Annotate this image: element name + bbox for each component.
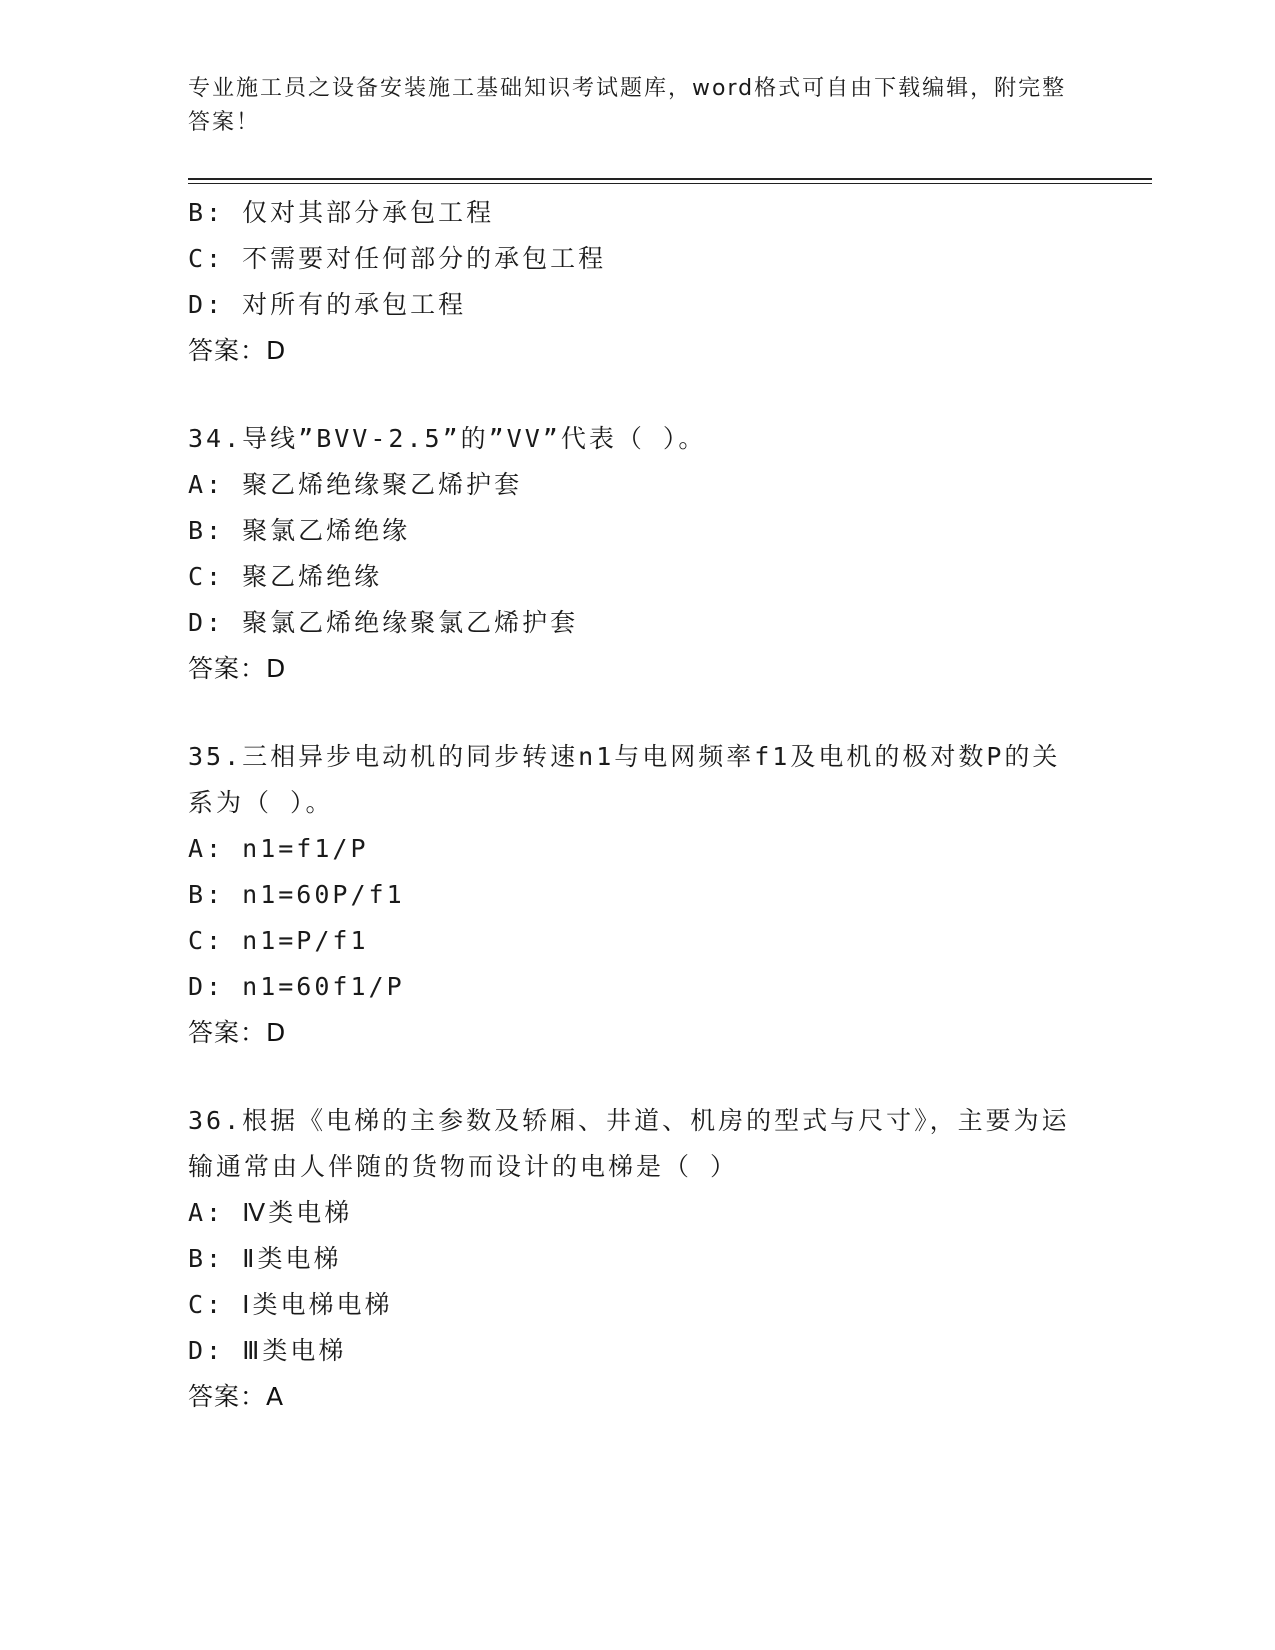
option-d: D: Ⅲ类电梯 — [188, 1336, 347, 1365]
option-c: C: Ⅰ类电梯电梯 — [188, 1290, 393, 1319]
option-a: A: Ⅳ类电梯 — [188, 1198, 353, 1227]
option-d: D: 聚氯乙烯绝缘聚氯乙烯护套 — [188, 608, 579, 637]
option-b: B: n1=60P/f1 — [188, 880, 405, 909]
header-rule-thin — [188, 183, 1152, 184]
question-list — [188, 190, 1088, 1420]
option-d: D: n1=60f1/P — [188, 972, 405, 1001]
question-stem: 35.三相异步电动机的同步转速n1与电网频率f1及电机的极对数P的关系为（ ）。 — [188, 742, 1061, 817]
question-33-tail — [188, 190, 1088, 374]
option-d: D: 对所有的承包工程 — [188, 290, 467, 319]
answer-line: 答案：D — [188, 1018, 287, 1047]
option-c: C: n1=P/f1 — [188, 926, 369, 955]
question-stem: 34.导线”BVV-2.5”的”VV”代表（ ）。 — [188, 424, 707, 453]
answer-line: 答案：A — [188, 1382, 285, 1411]
answer-line: 答案：D — [188, 654, 287, 683]
question-stem: 36.根据《电梯的主参数及轿厢、井道、机房的型式与尺寸》，主要为运输通常由人伴随的货物而设计的电梯是（ ） — [188, 1106, 1070, 1181]
question-36 — [188, 1098, 1088, 1420]
option-b: B: 仅对其部分承包工程 — [188, 198, 495, 227]
header-rule-thick — [188, 178, 1152, 180]
document-header: 专业施工员之设备安装施工基础知识考试题库，word格式可自由下载编辑，附完整答案！ — [188, 76, 1067, 135]
option-b: B: Ⅱ类电梯 — [188, 1244, 342, 1273]
question-34 — [188, 416, 1088, 692]
option-b: B: 聚氯乙烯绝缘 — [188, 516, 411, 545]
answer-line: 答案：D — [188, 336, 287, 365]
option-a: A: n1=f1/P — [188, 834, 369, 863]
question-35 — [188, 734, 1088, 1056]
option-c: C: 不需要对任何部分的承包工程 — [188, 244, 607, 273]
option-a: A: 聚乙烯绝缘聚乙烯护套 — [188, 470, 523, 499]
option-c: C: 聚乙烯绝缘 — [188, 562, 383, 591]
